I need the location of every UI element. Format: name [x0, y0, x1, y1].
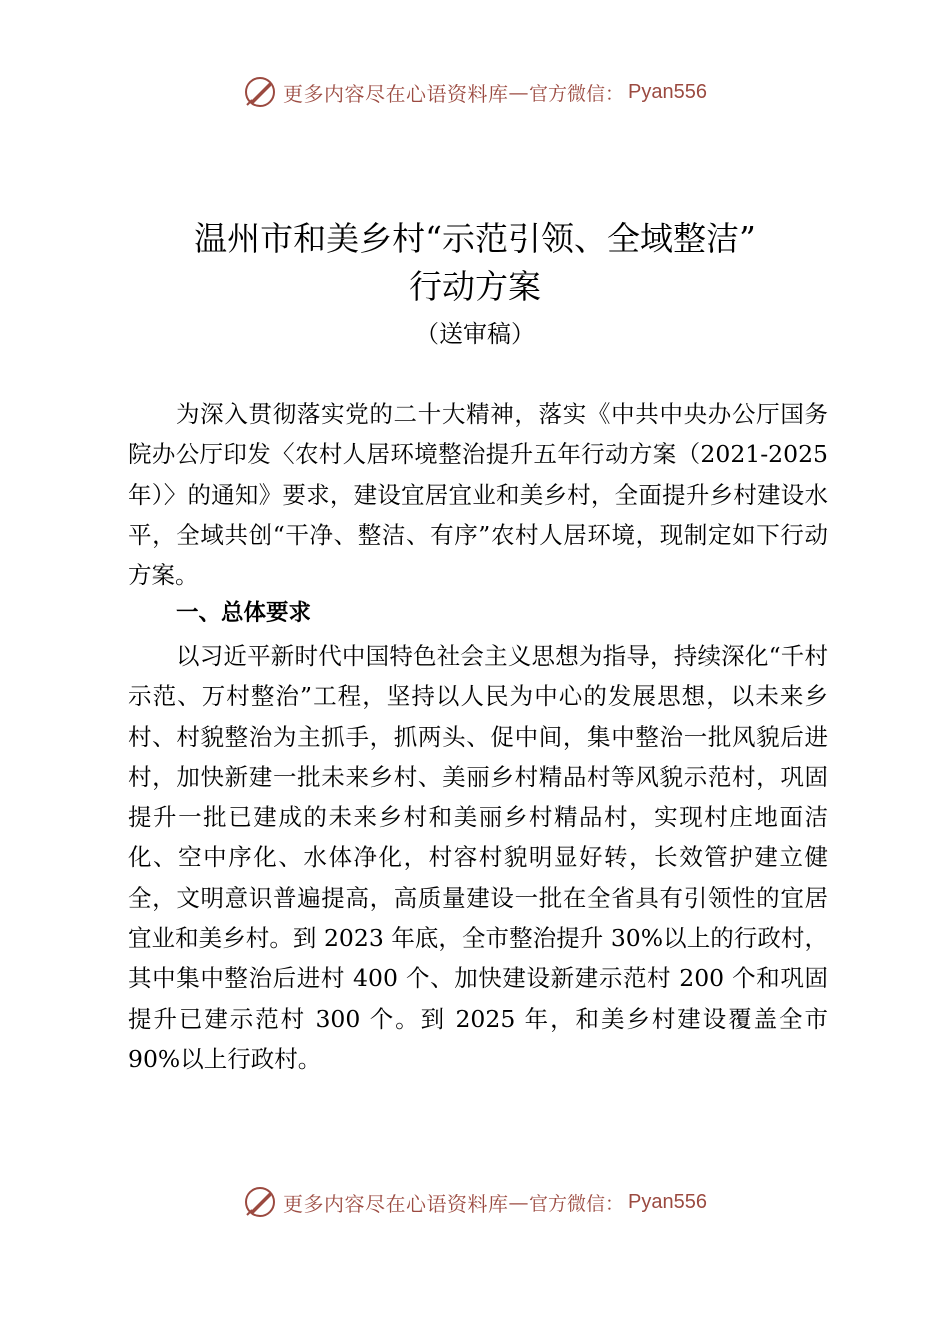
- document-title-line2: 行动方案: [409, 267, 541, 306]
- watermark-dash: —: [508, 80, 529, 104]
- watermark-dash: —: [508, 1190, 529, 1214]
- quill-logo-icon: [243, 1185, 277, 1219]
- watermark-wechat-label: 官方微信：: [529, 1192, 625, 1215]
- watermark-wechat-label: 官方微信：: [529, 82, 625, 105]
- watermark-text: 更多内容尽在心语资料库: [283, 81, 509, 106]
- watermark-banner-top: [0, 72, 950, 112]
- watermark-wechat-id: Pyan556: [628, 80, 707, 103]
- document-title-line1: 温州市和美乡村“示范引领、全域整洁”: [194, 219, 756, 258]
- watermark-wechat-id: Pyan556: [628, 1190, 707, 1213]
- intro-paragraph: 为深入贯彻落实党的二十大精神，落实《中共中央办公厅国务院办公厅印发〈农村人居环境整治提升五年行动方案（2021-2025 年）〉的通知》要求，建设宜居宜业和美乡村，全面提升乡村建设水平，全域共创“干净、整洁、有序”农村人居环境，现制定如下行动方案。: [128, 400, 828, 590]
- quill-logo-icon: [243, 75, 277, 109]
- document-subtitle: （送审稿）: [415, 320, 535, 348]
- watermark-banner-bottom: [0, 1182, 950, 1222]
- section-body-paragraph: 以习近平新时代中国特色社会主义思想为指导，持续深化“千村示范、万村整治”工程，坚持以人民为中心的发展思想，以未来乡村、村貌整治为主抓手，抓两头、促中间，集中整治一批风貌后进村，加快新建一批未来乡村、美丽乡村精品村等风貌示范村，巩固提升一批已建成的未来乡村和美丽乡村精品村，实现村庄地面洁化、空中序化、水体净化，村容村貌明显好转，长效管护建立健全，文明意识普遍提高，高质量建设一批在全省具有引领性的宜居宜业和美乡村。到 2023 年底，全市整治提升 30%以上的行政村，其中集中整治后进村 400 个、加快建设新建示范村 200 个和巩固提升已建示范村 300 个。到 2025 年，和美乡村建设覆盖全市 90%以上行政村。: [128, 642, 828, 1073]
- section-heading: 一、总体要求: [176, 600, 312, 626]
- watermark-text: 更多内容尽在心语资料库: [283, 1191, 509, 1216]
